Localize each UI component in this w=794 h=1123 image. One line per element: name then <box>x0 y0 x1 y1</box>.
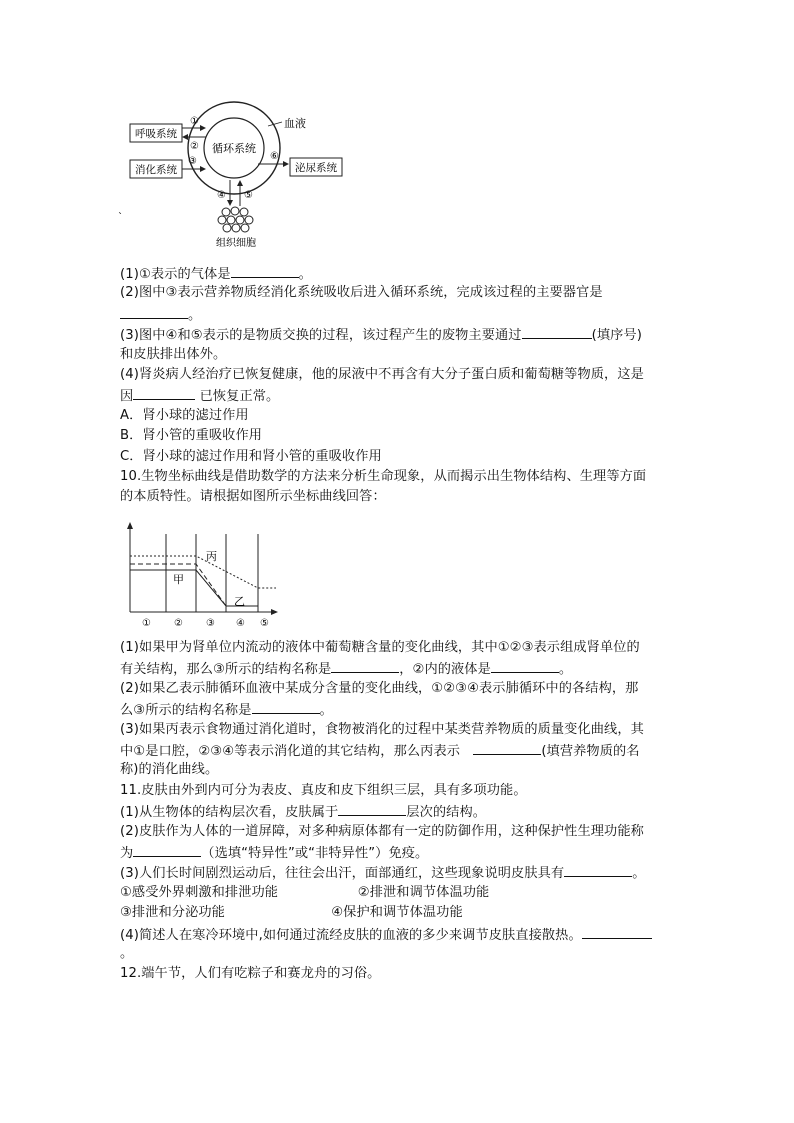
answer-blank[interactable] <box>582 924 652 939</box>
line-text: (2)图中③表示营养物质经消化系统吸收后进入循环系统，完成该过程的主要器官是 <box>120 285 603 301</box>
coordinate-curve-figure <box>122 520 282 630</box>
text-line <box>120 447 680 467</box>
answer-blank[interactable] <box>252 699 320 714</box>
line-text: 12.端午节，人们有吃粽子和赛龙舟的习俗。 <box>120 966 381 982</box>
text-line <box>120 345 680 365</box>
text-line <box>120 385 680 407</box>
line-text: (2)如果乙表示肺循环血液中某成分含量的变化曲线，①②③④表示肺循环中的各结构，那 <box>120 680 639 696</box>
text-line <box>120 842 680 864</box>
line-text: 已恢复正常。 <box>195 389 280 405</box>
answer-blank[interactable] <box>133 385 195 400</box>
line-text: 。 <box>319 703 333 719</box>
answer-blank[interactable] <box>231 263 299 278</box>
line-text: ①感受外界刺激和排泄功能 ②排泄和调节体温功能 <box>120 884 490 900</box>
answer-blank[interactable] <box>473 740 541 755</box>
line-text: (3)图中④和⑤表示的是物质交换的过程，该过程产生的废物主要通过 <box>120 328 522 344</box>
text-line <box>120 944 680 964</box>
x-label-1: ① <box>142 618 151 629</box>
text-line <box>120 883 680 903</box>
answer-blank[interactable] <box>491 658 559 673</box>
line-text: 。 <box>632 866 646 882</box>
label-yi: 乙 <box>234 595 245 608</box>
text-line <box>120 283 680 303</box>
urinary-label: 泌尿系统 <box>295 162 337 174</box>
line-text: 有关结构，那么③所示的结构名称是 <box>120 662 332 678</box>
marker-4: ④ <box>217 190 226 201</box>
line-text: (4)肾炎病人经治疗已恢复健康，他的尿液中不再含有大分子蛋白质和葡萄糖等物质，这是 <box>120 367 644 382</box>
line-text: 10.生物坐标曲线是借助数学的方法来分析生命现象，从而揭示出生物体结构、生理等方面 <box>120 469 647 484</box>
text-line <box>120 487 680 507</box>
line-text: 中①是口腔，②③④等表示消化道的其它结构，那么丙表示 <box>120 744 474 759</box>
line-text: (填营养物质的名 <box>541 744 640 759</box>
x-label-5: ⑤ <box>260 618 269 629</box>
line-text: ，②内的液体是 <box>399 662 491 678</box>
answer-blank[interactable] <box>133 842 201 857</box>
answer-blank[interactable] <box>522 324 592 339</box>
text-line <box>120 365 680 385</box>
respiratory-label: 呼吸系统 <box>135 128 177 140</box>
circulation-diagram <box>118 100 358 250</box>
line-text: (4)简述人在寒冷环境中,如何通过流经皮肤的血液的多少来调节皮肤直接散热。 <box>120 927 582 943</box>
marker-3: ③ <box>188 156 197 167</box>
text-line <box>120 679 680 699</box>
line-text: 11.皮肤由外到内可分为表皮、真皮和皮下组织三层，具有多项功能。 <box>120 782 527 798</box>
line-text: (1)从生物体的结构层次看，皮肤属于 <box>120 805 339 821</box>
label-bing: 丙 <box>206 550 217 563</box>
text-line <box>120 426 680 446</box>
line-text: (1)①表示的气体是 <box>120 267 231 282</box>
text-line <box>120 720 680 740</box>
line-text: 么③所示的结构名称是 <box>120 703 252 719</box>
text-line <box>120 263 680 285</box>
marker-1: ① <box>190 116 199 127</box>
text-line <box>120 760 680 780</box>
line-text: A．肾小球的滤过作用 <box>120 407 249 423</box>
text-line <box>120 781 680 801</box>
text-line <box>120 699 680 721</box>
line-text: (3)人们长时间剧烈运动后，往往会出汗，面部通红，这些现象说明皮肤具有 <box>120 866 565 882</box>
line-text: 。 <box>188 307 202 323</box>
marker-6: ⑥ <box>270 151 279 162</box>
line-text: （选填“特异性”或“非特异性”）免疫。 <box>201 846 429 861</box>
text-line <box>120 924 680 946</box>
text-line <box>120 304 680 326</box>
stray-mark: ` <box>118 212 123 223</box>
digestive-label: 消化系统 <box>135 164 177 176</box>
line-text: 。 <box>298 267 312 282</box>
text-line <box>120 822 680 842</box>
text-line <box>120 658 680 680</box>
answer-blank[interactable] <box>564 862 632 877</box>
line-text: 为 <box>120 846 134 861</box>
text-line <box>120 467 680 487</box>
text-line <box>120 638 680 658</box>
line-text: 层次的结构。 <box>406 805 487 821</box>
line-text: 。 <box>120 946 134 961</box>
line-text: 因 <box>120 389 134 405</box>
line-text: (1)如果甲为肾单位内流动的液体中葡萄糖含量的变化曲线，其中①②③表示组成肾单位的 <box>120 640 640 655</box>
marker-5: ⑤ <box>244 190 253 201</box>
line-text: 。 <box>558 662 573 678</box>
x-label-3: ③ <box>206 618 215 629</box>
text-line <box>120 862 680 884</box>
blood-label: 血液 <box>284 117 306 130</box>
text-line <box>120 406 680 426</box>
text-line <box>120 324 680 346</box>
tissue-cells-icon <box>218 207 253 232</box>
tissue-cells-label: 组织细胞 <box>216 238 256 249</box>
line-text: B．肾小管的重吸收作用 <box>120 428 263 444</box>
label-jia: 甲 <box>173 573 184 586</box>
line-text: C．肾小球的滤过作用和肾小管的重吸收作用 <box>120 448 382 464</box>
curve-bing <box>130 556 276 588</box>
line-text: 和皮肤排出体外。 <box>120 346 227 362</box>
answer-blank[interactable] <box>331 658 399 673</box>
line-text: 称)的消化曲线。 <box>120 762 219 778</box>
text-line <box>120 740 680 762</box>
x-label-4: ④ <box>236 618 245 629</box>
line-text: (2)皮肤作为人体的一道屏障，对多种病原体都有一定的防御作用，这种保护性生理功能称 <box>120 823 644 839</box>
line-text: 的本质特性。请根据如图所示坐标曲线回答： <box>120 489 386 505</box>
line-text: ③排泄和分泌功能 ④保护和调节体温功能 <box>120 905 463 921</box>
line-text: (3)如果丙表示食物通过消化道时，食物被消化的过程中某类营养物质的质量变化曲线，其 <box>120 721 644 737</box>
x-label-2: ② <box>174 618 183 629</box>
text-line <box>120 903 680 923</box>
text-line <box>120 964 680 984</box>
text-line <box>120 801 680 823</box>
answer-blank[interactable] <box>338 801 406 816</box>
circulatory-label: 循环系统 <box>212 142 256 155</box>
marker-2: ② <box>190 141 199 152</box>
answer-blank[interactable] <box>120 304 188 319</box>
line-text: (填序号) <box>591 328 642 344</box>
